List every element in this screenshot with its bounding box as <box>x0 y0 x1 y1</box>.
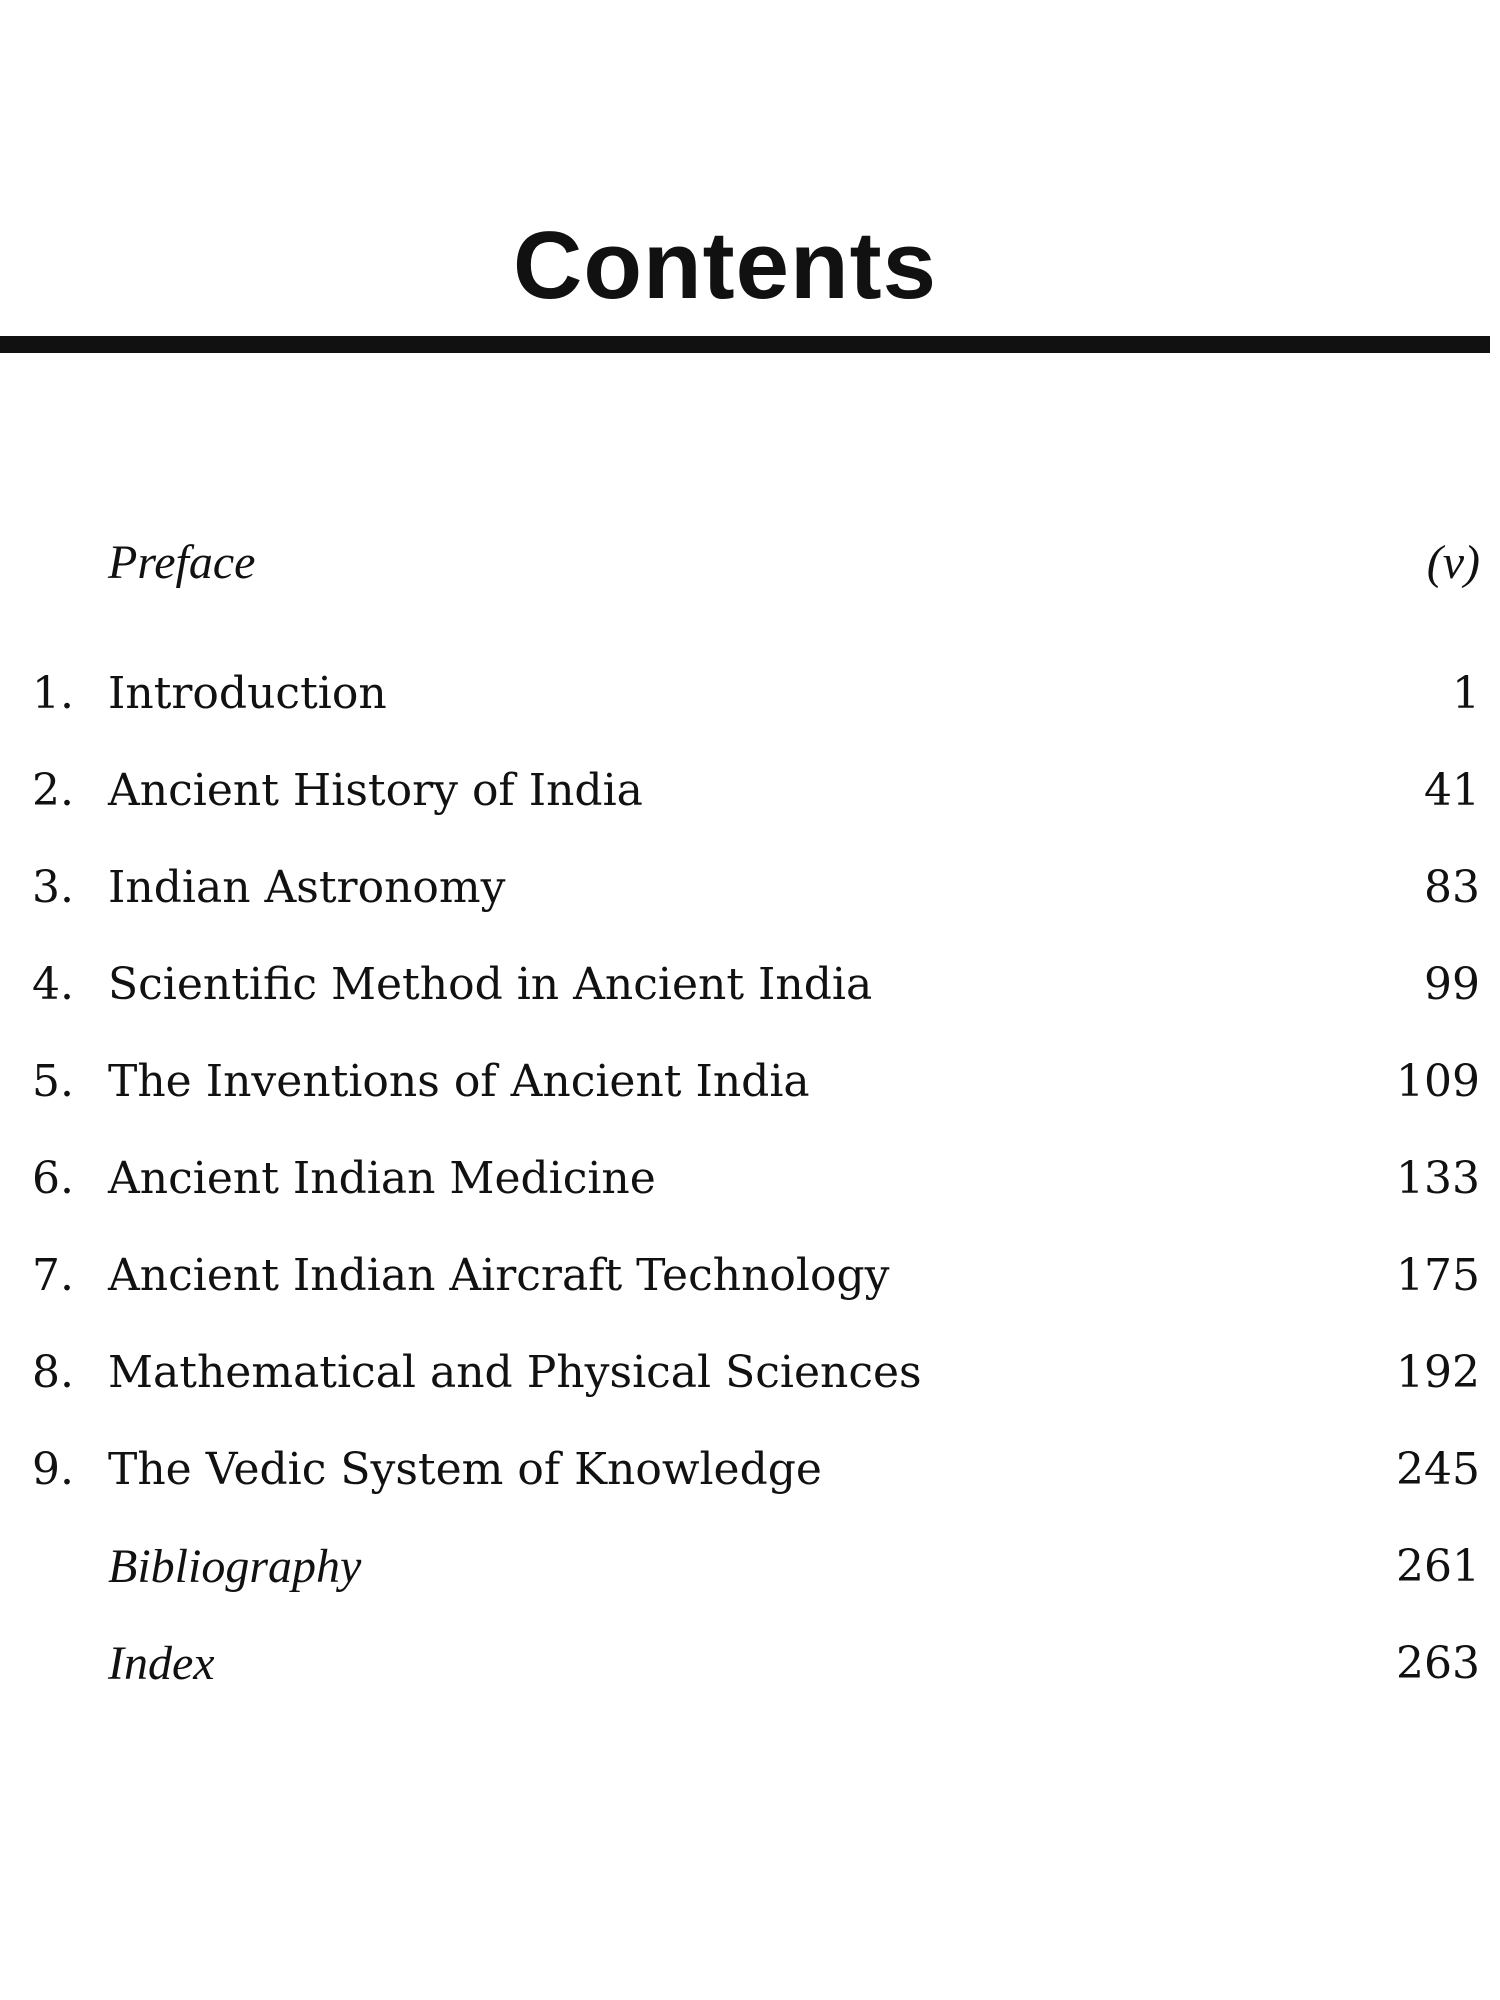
toc-entry-2 <box>0 756 1500 826</box>
toc-entry-number: 5. <box>32 1056 74 1107</box>
toc-entry-number: 2. <box>32 765 74 816</box>
toc-entry-8 <box>0 1338 1500 1408</box>
toc-entry-number: 7. <box>32 1250 74 1301</box>
toc-entry-page: 192 <box>1396 1347 1480 1398</box>
toc-entry-number: 3. <box>32 862 74 913</box>
toc-entry-page: (v) <box>1426 536 1480 589</box>
toc-entry-page: 175 <box>1396 1250 1480 1301</box>
toc-entry-page: 245 <box>1396 1444 1480 1495</box>
toc-entry-bibliography <box>0 1532 1500 1602</box>
toc-entry-page: 83 <box>1424 862 1480 913</box>
toc-entry-number: 9. <box>32 1444 74 1495</box>
toc-entry-page: 99 <box>1424 959 1480 1010</box>
toc-entry-4 <box>0 950 1500 1020</box>
toc-entry-title: The Inventions of Ancient India <box>108 1056 810 1107</box>
toc-entry-number: 6. <box>32 1153 74 1204</box>
toc-entry-title: Ancient Indian Aircraft Technology <box>108 1250 890 1301</box>
toc-entry-number: 1. <box>32 668 74 719</box>
toc-entry-title: Index <box>108 1637 215 1690</box>
toc-entry-9 <box>0 1435 1500 1505</box>
toc-entry-title: The Vedic System of Knowledge <box>108 1444 822 1495</box>
toc-entry-6 <box>0 1144 1500 1214</box>
toc-entry-title: Mathematical and Physical Sciences <box>108 1347 922 1398</box>
toc-entry-page: 133 <box>1396 1153 1480 1204</box>
toc-entry-index <box>0 1629 1500 1699</box>
page-title: Contents <box>513 212 937 319</box>
toc-entry-page: 261 <box>1396 1541 1480 1592</box>
toc-entry-number: 8. <box>32 1347 74 1398</box>
toc-entry-5 <box>0 1047 1500 1117</box>
toc-entry-title: Bibliography <box>108 1540 362 1593</box>
toc-entry-preface <box>0 528 1500 598</box>
toc-entry-title: Ancient Indian Medicine <box>108 1153 656 1204</box>
toc-entry-page: 1 <box>1452 668 1480 719</box>
toc-entry-1 <box>0 659 1500 729</box>
toc-entry-title: Preface <box>108 536 256 589</box>
toc-entry-page: 263 <box>1396 1638 1480 1689</box>
toc-entry-title: Introduction <box>108 668 387 719</box>
toc-entry-number: 4. <box>32 959 74 1010</box>
toc-entry-page: 41 <box>1424 765 1480 816</box>
toc-entry-7 <box>0 1241 1500 1311</box>
toc-entry-page: 109 <box>1396 1056 1480 1107</box>
toc-entry-3 <box>0 853 1500 923</box>
toc-entry-title: Indian Astronomy <box>108 862 506 913</box>
toc-entry-title: Scientific Method in Ancient India <box>108 959 873 1010</box>
toc-entry-title: Ancient History of India <box>108 765 643 816</box>
